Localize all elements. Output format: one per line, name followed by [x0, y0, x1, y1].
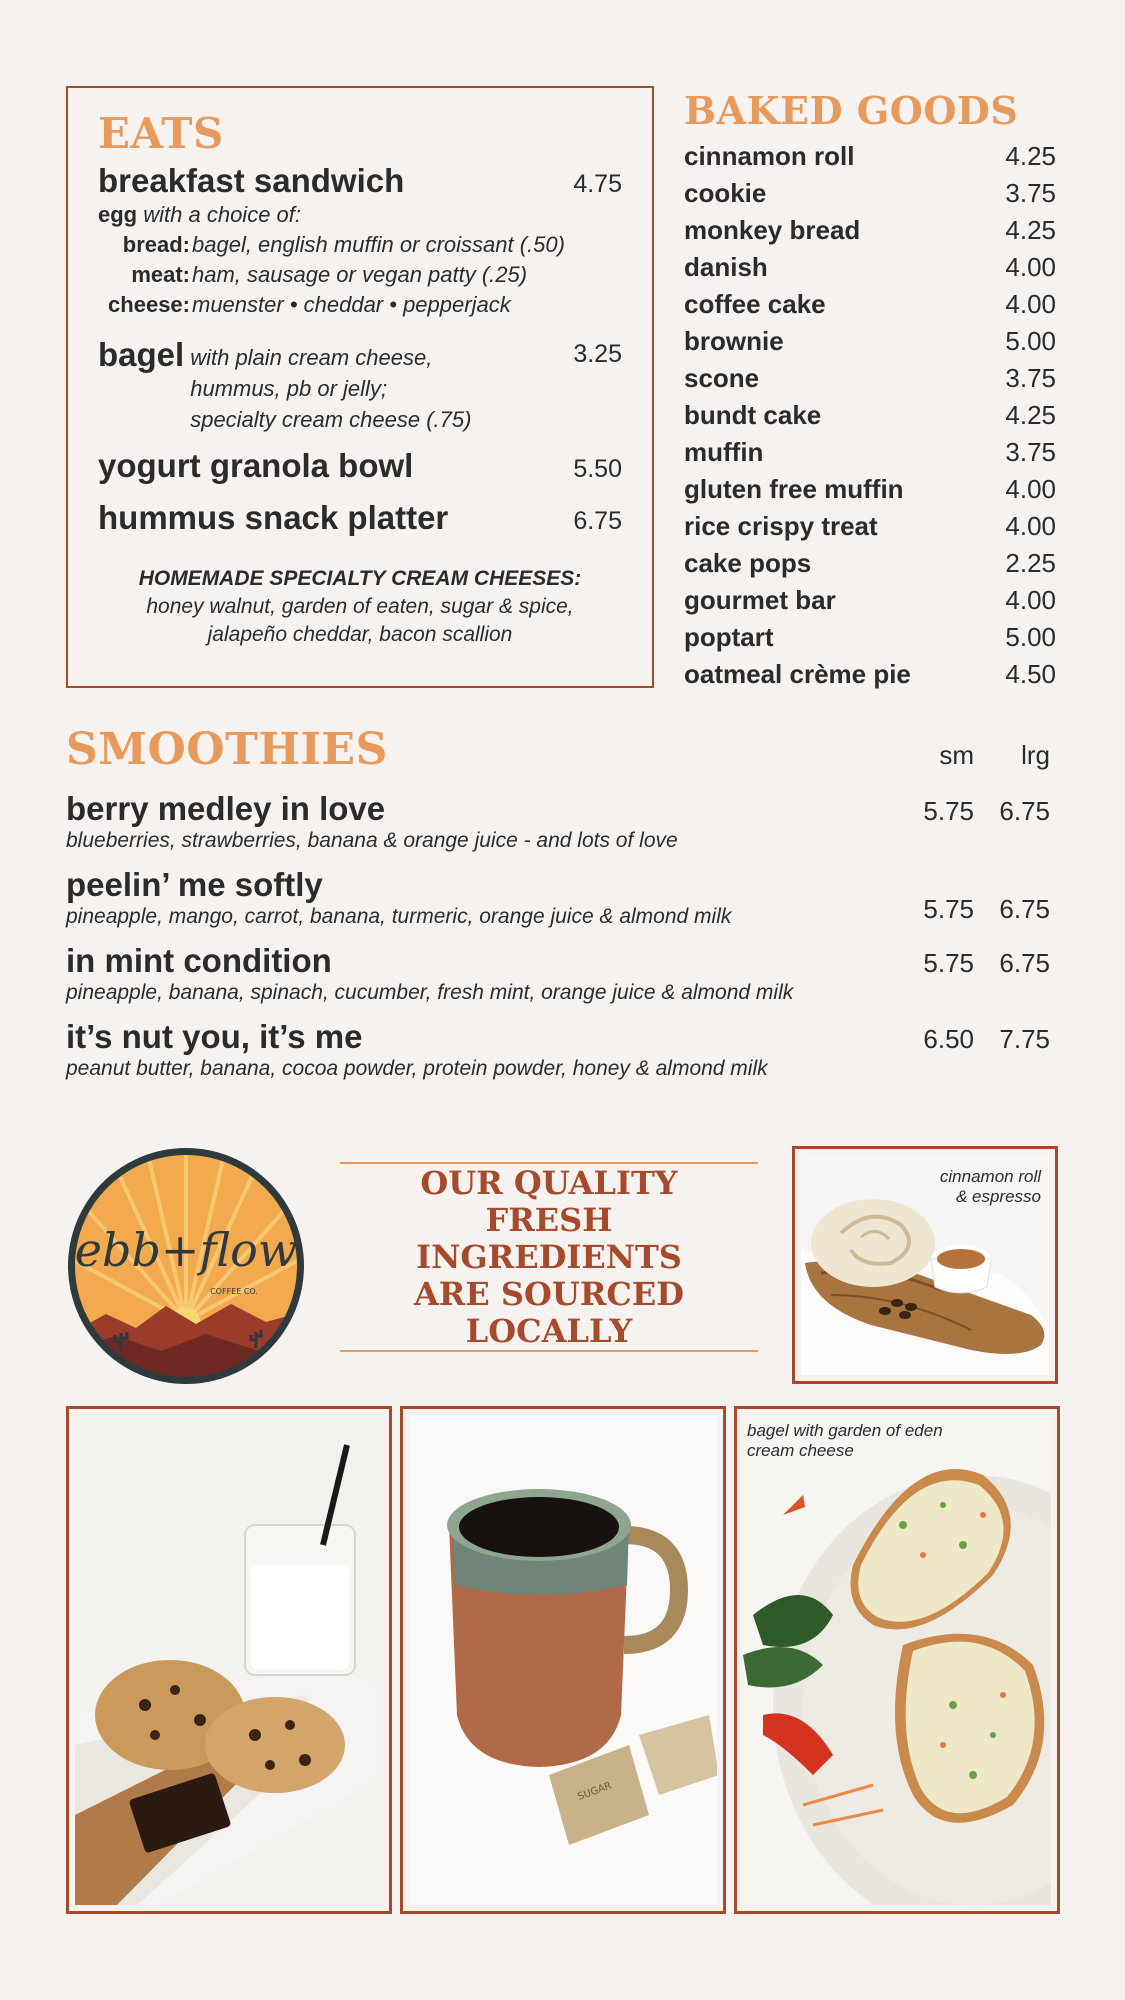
baked-goods-item	[684, 656, 1056, 693]
smoothie-name: in mint condition	[66, 942, 332, 979]
item-price: 4.00	[1005, 474, 1056, 504]
price-lrg: 6.75	[999, 948, 1050, 978]
price-lrg: 6.75	[999, 894, 1050, 924]
logo-wordmark: ebb+flow	[74, 1223, 298, 1277]
item-name: breakfast sandwich	[98, 162, 405, 199]
quality-banner	[340, 1162, 758, 1352]
ebb-flow-logo	[66, 1146, 306, 1386]
svg-text:SUGAR: SUGAR	[576, 1780, 614, 1803]
baked-goods-item	[684, 582, 1056, 619]
photo-cinnamon-roll	[792, 1146, 1058, 1384]
item-name: bagel	[98, 336, 185, 373]
baked-goods-item	[684, 360, 1056, 397]
item-name: poptart	[684, 622, 774, 652]
specialty-cream-cheeses	[98, 565, 622, 649]
photo-image	[801, 1155, 1049, 1375]
specialty-line: jalapeño cheddar, bacon scallion	[207, 623, 513, 646]
smoothie-item	[66, 1018, 1056, 1082]
item-price: 4.00	[1005, 585, 1056, 615]
caption-line: cinnamon roll	[939, 1167, 1041, 1186]
item-name: cake pops	[684, 548, 812, 578]
caption-line: bagel with garden of eden	[747, 1421, 943, 1440]
item-name: muffin	[684, 437, 764, 467]
price-lrg: 6.75	[999, 796, 1050, 826]
option-meat	[98, 260, 622, 290]
photo-image	[743, 1415, 1051, 1905]
baked-goods-section	[684, 86, 1056, 693]
logo-subtext: COFFEE CO.	[210, 1287, 258, 1296]
item-price: 4.00	[1005, 289, 1056, 319]
item-name: yogurt granola bowl	[98, 447, 414, 484]
item-price: 2.25	[1005, 548, 1056, 578]
baked-goods-item	[684, 175, 1056, 212]
item-price: 4.75	[573, 170, 622, 198]
item-price: 3.75	[1005, 178, 1056, 208]
baked-goods-item	[684, 545, 1056, 582]
smoothie-name: peelin’ me softly	[66, 866, 323, 903]
item-name: brownie	[684, 326, 784, 356]
size-lrg-label: lrg	[1021, 740, 1050, 770]
menu-item-breakfast-sandwich	[98, 162, 622, 200]
caption-line: & espresso	[955, 1187, 1041, 1206]
menu-item-hummus	[98, 499, 622, 537]
item-price: 4.25	[1005, 141, 1056, 171]
size-headers	[898, 740, 1050, 771]
desc-line: with plain cream cheese,	[190, 345, 433, 370]
price-sm: 5.75	[923, 796, 974, 826]
item-price: 4.50	[1005, 659, 1056, 689]
baked-goods-item	[684, 434, 1056, 471]
smoothie-name: it’s nut you, it’s me	[66, 1018, 363, 1055]
item-price: 4.25	[1005, 400, 1056, 430]
option-text: muenster • cheddar • pepperjack	[192, 292, 511, 317]
smoothie-item	[66, 866, 1056, 930]
item-name: hummus snack platter	[98, 499, 449, 536]
item-name: cinnamon roll	[684, 141, 855, 171]
item-price: 3.75	[1005, 363, 1056, 393]
photo-caption	[940, 1167, 1041, 1207]
price-sm: 6.50	[923, 1024, 974, 1054]
baked-goods-item	[684, 471, 1056, 508]
eats-title: EATS	[98, 109, 224, 158]
option-text: bagel, english muffin or croissant (.50)	[192, 232, 565, 257]
baked-goods-item	[684, 286, 1056, 323]
baked-goods-item	[684, 212, 1056, 249]
smoothie-description: pineapple, banana, spinach, cucumber, fresh mint, orange juice & almond milk	[66, 981, 794, 1004]
smoothie-name: berry medley in love	[66, 790, 386, 827]
option-label: meat:	[131, 262, 190, 287]
item-name: oatmeal crème pie	[684, 659, 911, 689]
item-name: bundt cake	[684, 400, 822, 430]
smoothie-description: pineapple, mango, carrot, banana, turmeric, orange juice & almond milk	[66, 905, 732, 928]
item-subtitle	[98, 200, 622, 230]
menu-item-yogurt	[98, 447, 622, 485]
baked-goods-title: BAKED GOODS	[684, 88, 1019, 133]
item-name: cookie	[684, 178, 767, 208]
price-sm: 5.75	[923, 894, 974, 924]
price-sm: 5.75	[923, 948, 974, 978]
smoothie-item	[66, 942, 1056, 1006]
photo-bagel	[734, 1406, 1060, 1914]
photo-coffee-mug	[400, 1406, 726, 1914]
option-label: cheese:	[108, 292, 190, 317]
item-description	[190, 336, 510, 435]
photo-image	[75, 1415, 383, 1905]
item-price: 4.25	[1005, 215, 1056, 245]
option-label: bread:	[122, 232, 190, 257]
item-name: monkey bread	[684, 215, 861, 245]
photo-caption	[747, 1421, 943, 1461]
smoothie-description: peanut butter, banana, cocoa powder, protein powder, honey & almond milk	[66, 1057, 768, 1080]
item-name: danish	[684, 252, 768, 282]
item-price: 5.50	[573, 455, 622, 483]
menu-item-bagel	[98, 336, 622, 435]
item-name: rice crispy treat	[684, 511, 878, 541]
smoothies-title: SMOOTHIES	[66, 724, 388, 775]
baked-goods-item	[684, 249, 1056, 286]
smoothie-list	[66, 790, 1056, 1082]
baked-goods-item	[684, 138, 1056, 175]
smoothies-section	[66, 722, 1056, 1082]
item-price: 3.25	[573, 340, 622, 368]
item-price: 4.00	[1005, 511, 1056, 541]
baked-goods-item	[684, 508, 1056, 545]
item-price: 6.75	[573, 507, 622, 535]
baked-goods-item	[684, 323, 1056, 360]
caption-line: cream cheese	[747, 1441, 854, 1460]
size-sm-label: sm	[939, 740, 974, 770]
baked-goods-item	[684, 619, 1056, 656]
option-cheese	[98, 290, 622, 320]
smoothie-description: blueberries, strawberries, banana & orange juice - and lots of love	[66, 829, 678, 852]
sub-text: with a choice of:	[143, 202, 301, 227]
option-text: ham, sausage or vegan patty (.25)	[192, 262, 528, 287]
specialty-title: HOMEMADE SPECIALTY CREAM CHEESES:	[138, 567, 582, 590]
item-name: gluten free muffin	[684, 474, 904, 504]
option-bread	[98, 230, 622, 260]
item-name: gourmet bar	[684, 585, 836, 615]
baked-goods-list	[684, 138, 1056, 693]
item-price: 5.00	[1005, 622, 1056, 652]
eats-section	[66, 86, 654, 688]
item-name: coffee cake	[684, 289, 826, 319]
baked-goods-item	[684, 397, 1056, 434]
item-price: 5.00	[1005, 326, 1056, 356]
specialty-line: honey walnut, garden of eaten, sugar & spice,	[146, 595, 574, 618]
photo-cookies-milk	[66, 1406, 392, 1914]
photo-image	[409, 1415, 717, 1905]
sub-label: egg	[98, 202, 138, 227]
item-price: 4.00	[1005, 252, 1056, 282]
desc-line: specialty cream cheese (.75)	[190, 407, 472, 432]
smoothie-item	[66, 790, 1056, 854]
price-lrg: 7.75	[999, 1024, 1050, 1054]
quality-text: OUR QUALITY FRESH INGREDIENTS ARE SOURCED LOCALLY	[413, 1163, 685, 1350]
desc-line: hummus, pb or jelly;	[190, 376, 388, 401]
item-price: 3.75	[1005, 437, 1056, 467]
item-name: scone	[684, 363, 760, 393]
